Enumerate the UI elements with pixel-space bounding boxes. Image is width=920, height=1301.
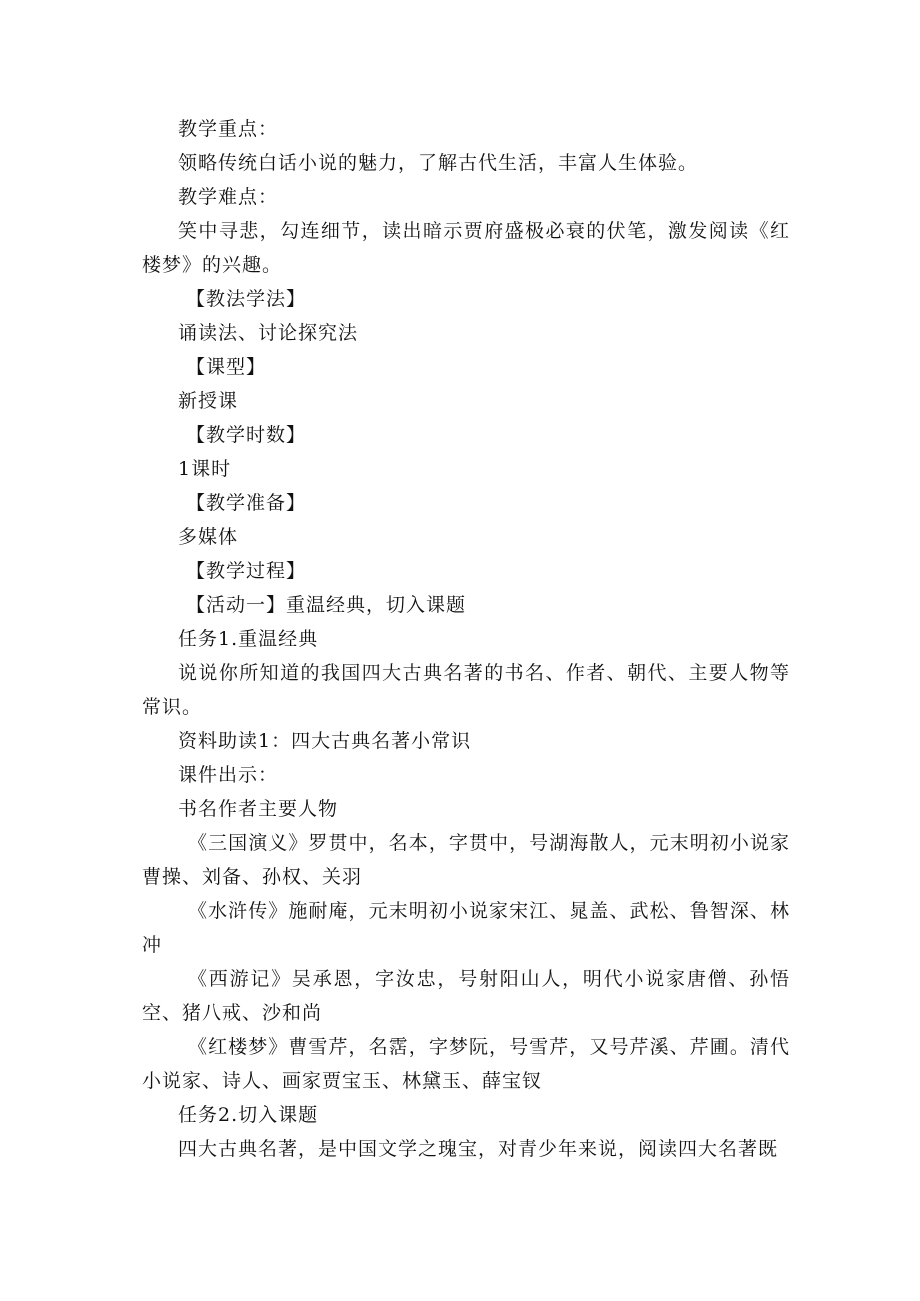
paragraph-preparation: 多媒体	[178, 526, 239, 548]
heading-teaching-focus: 教学重点：	[178, 118, 279, 140]
classic-sanguo: 《三国演义》罗贯中，名本，字贯中，号湖海散人，元末明初小说家曹操、刘备、孙权、关羽	[142, 832, 790, 888]
paragraph-class-hours: 1课时	[178, 458, 232, 480]
section-lesson-type: 【课型】	[186, 356, 267, 378]
paragraph-task-two: 四大古典名著，是中国文学之瑰宝，对青少年来说，阅读四大名著既	[178, 1138, 779, 1160]
task-one-heading: 任务1.重温经典	[178, 628, 319, 650]
reading-aid-heading: 资料助读1：四大古典名著小常识	[178, 730, 472, 752]
activity-one-heading: 【活动一】重温经典，切入课题	[186, 594, 467, 616]
paragraph-teaching-methods: 诵读法、讨论探究法	[178, 322, 359, 344]
classic-honglou: 《红楼梦》曹雪芹，名霑，字梦阮，号雪芹，又号芹溪、芹圃。清代小说家、诗人、画家贾宝玉、林黛玉、薛宝钗	[142, 1036, 790, 1092]
paragraph-teaching-difficulty: 笑中寻悲，勾连细节，读出暗示贾府盛极必衰的伏笔，激发阅读《红楼梦》的兴趣。	[142, 220, 790, 276]
classic-xiyou: 《西游记》吴承恩，字汝忠，号射阳山人，明代小说家唐僧、孙悟空、猪八戒、沙和尚	[142, 968, 790, 1024]
table-header-line: 书名作者主要人物	[178, 798, 339, 820]
paragraph-lesson-type: 新授课	[178, 390, 239, 412]
classic-shuihu: 《水浒传》施耐庵，元末明初小说家宋江、晁盖、武松、鲁智深、林冲	[142, 900, 790, 956]
task-two-heading: 任务2.切入课题	[178, 1104, 319, 1126]
paragraph-teaching-focus: 领略传统白话小说的魅力，了解古代生活，丰富人生体验。	[178, 152, 699, 174]
section-teaching-process: 【教学过程】	[186, 560, 307, 582]
paragraph-task-one: 说说你所知道的我国四大古典名著的书名、作者、朝代、主要人物等常识。	[142, 662, 790, 718]
section-preparation: 【教学准备】	[186, 492, 307, 514]
document-body	[142, 112, 790, 1166]
section-class-hours: 【教学时数】	[186, 424, 307, 446]
heading-teaching-difficulty: 教学难点：	[178, 186, 279, 208]
courseware-heading: 课件出示：	[178, 764, 279, 786]
section-teaching-methods: 【教法学法】	[186, 288, 307, 310]
